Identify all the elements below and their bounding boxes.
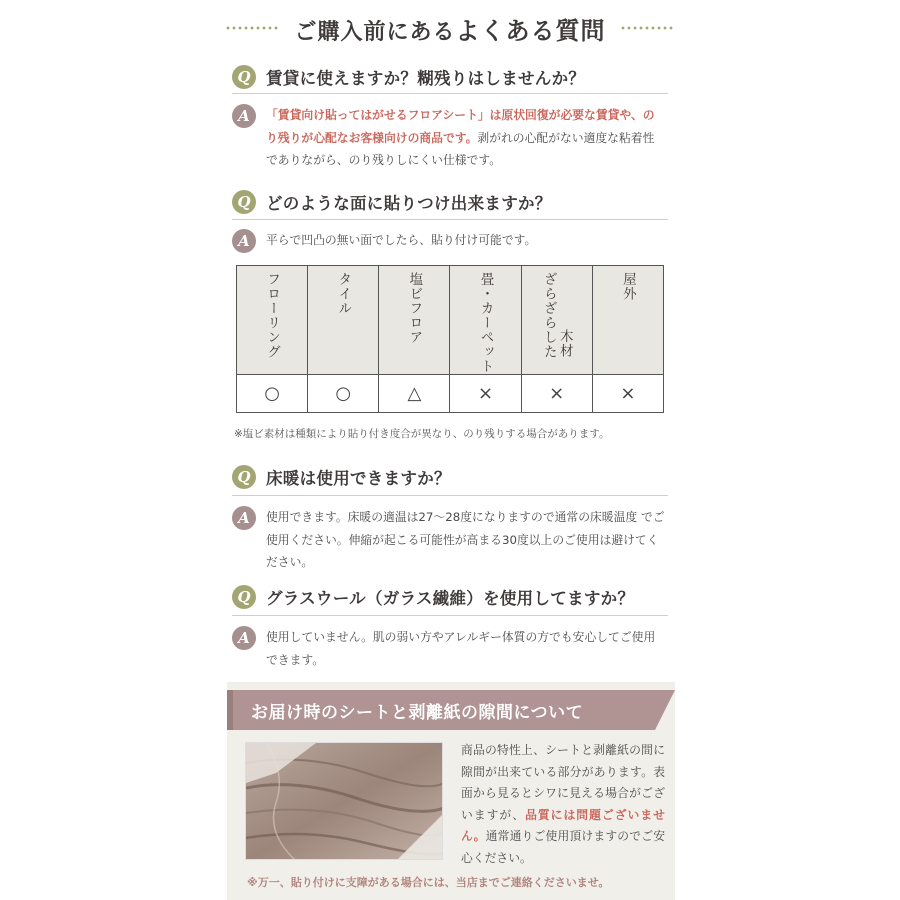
header-dots-left [225, 26, 280, 30]
panel-text [461, 740, 665, 869]
faq-answer-2 [232, 229, 668, 253]
answer-text [266, 104, 666, 172]
question-text: グラスウール（ガラス繊維）を使用してますか？ [266, 589, 635, 608]
page-title-part2: よくある質問 [455, 16, 606, 45]
answer-rest: 剥がれの心配がない適度な粘着性でありながら、のり残りしにくい仕様です。 [266, 130, 655, 167]
faq-answer-1 [232, 104, 668, 172]
table-result-cell: × [592, 374, 663, 412]
header-dots-right [620, 26, 675, 30]
table-header-cell: 塩ビフロア [379, 266, 450, 375]
table-header-cell: フローリング [237, 266, 308, 375]
table-header-row [237, 266, 664, 375]
a-badge-icon: A [232, 506, 256, 530]
page-title-part1: ご購入前にある [294, 19, 456, 45]
q-badge-icon: Q [232, 190, 256, 214]
table-header-cell: タイル [308, 266, 379, 375]
table-result-cell: ○ [237, 374, 308, 412]
table-result-cell: × [450, 374, 521, 412]
faq-answer-4 [232, 626, 668, 671]
release-paper-gap-panel [227, 682, 675, 900]
answer-text: 平らで凹凸の無い面でしたら、貼り付け可能です。 [266, 233, 537, 247]
table-note: ※塩ビ素材は種類により貼り付き度合が異なり、のり残りする場合があります。 [234, 428, 610, 440]
panel-text-highlight: 品質には問題ございません。 [461, 807, 665, 843]
question-text: 床暖は使用できますか？ [266, 469, 451, 488]
page-title [288, 11, 611, 46]
wood-sheet-image [246, 743, 443, 860]
surface-compatibility-table [236, 265, 664, 413]
a-badge-icon: A [232, 626, 256, 650]
answer-text: 使用できます。床暖の適温は27〜28度になりますので通常の床暖温度 でご使用ください。伸縮が起こる可能性が高まる30度以上のご使用は避けてください。 [266, 510, 665, 569]
table-result-cell: ○ [308, 374, 379, 412]
table-result-cell: △ [379, 374, 450, 412]
q-badge-icon: Q [232, 465, 256, 489]
faq-header [225, 8, 675, 48]
a-badge-icon: A [232, 229, 256, 253]
faq-question-4 [232, 579, 668, 616]
faq-question-1 [232, 60, 668, 94]
table-header-cell: 屋外 [592, 266, 663, 375]
panel-note: ※万一、貼り付けに支障がある場合には、当店までご連絡くださいませ。 [247, 876, 610, 889]
panel-text-before: 商品の特性上、シートと剥離紙の間に隙間が出来ている部分があります。表面から見るとシワに見える場合がございますが、 [461, 743, 665, 822]
q-badge-icon: Q [232, 65, 256, 89]
panel-banner: お届け時のシートと剥離紙の隙間について [227, 690, 655, 730]
wood-sheet-photo [245, 742, 443, 860]
table-header-cell: ざらざらした 木材 [521, 266, 592, 375]
question-text: 賃貸に使えますか？糊残りはしませんか？ [266, 68, 586, 88]
faq-question-3 [232, 459, 668, 496]
panel-text-after: 通常通りご使用頂けますのでご安心ください。 [461, 829, 665, 865]
table-result-cell: × [521, 374, 592, 412]
faq-question-2 [232, 184, 668, 220]
question-text: どのような面に貼りつけ出来ますか？ [266, 193, 552, 213]
table-result-row [237, 374, 664, 412]
table-header-cell: 畳・カーペット [450, 266, 521, 375]
answer-text: 使用していません。肌の弱い方やアレルギー体質の方でも安心してご使用できます。 [266, 630, 656, 667]
faq-answer-3 [232, 506, 668, 574]
answer-highlight: 「賃貸向け貼ってはがせるフロアシート」は原状回復が必要な賃貸や、のり残りが心配なお客様向けの商品です。 [266, 108, 655, 145]
a-badge-icon: A [232, 104, 256, 128]
q-badge-icon: Q [232, 585, 256, 609]
